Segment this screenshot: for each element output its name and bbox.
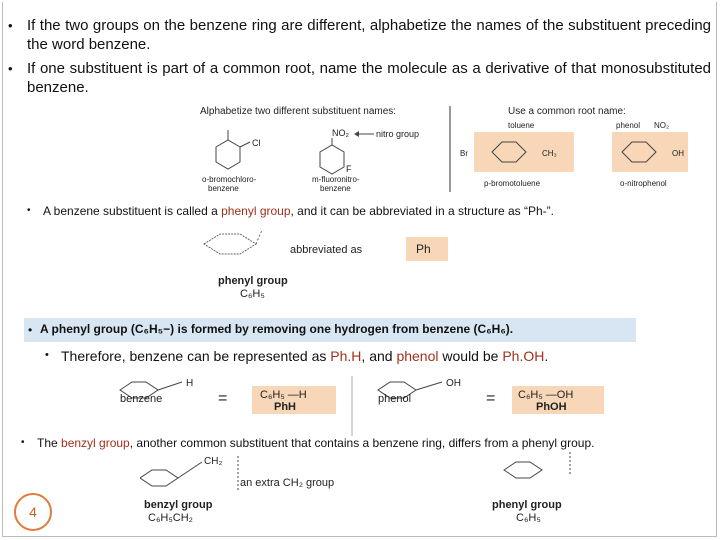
bullet-dot: • <box>45 349 49 361</box>
compound4-name: o-nitrophenol <box>620 179 667 188</box>
phenol-label: phenol <box>616 121 641 130</box>
therefore-sentence <box>61 347 701 365</box>
bond <box>256 230 262 244</box>
bond <box>240 142 250 147</box>
benzyl-group-term: benzyl group <box>61 436 130 450</box>
phenyl-group-term: phenyl group <box>221 204 291 218</box>
equals-1: = <box>218 390 228 407</box>
benzyl-sentence <box>37 435 709 452</box>
bullet-dot: • <box>8 61 13 76</box>
equals-2: = <box>486 390 496 407</box>
therefore-mid: , and <box>361 348 397 364</box>
naming-figure <box>196 102 716 194</box>
ph-box-text: Ph <box>416 242 431 256</box>
nitro-arrow-label: nitro group <box>376 129 420 139</box>
phenyl-ring <box>204 234 256 254</box>
phenol-term: phenol <box>396 348 439 364</box>
chloro-label: Cl <box>252 138 261 148</box>
bullet-text-1: If the two groups on the benzene ring are different, alphabetize the names of the substituent preceding the word benzene. <box>27 17 711 53</box>
compound1-name-line1: o-bromochloro- <box>202 175 257 184</box>
phenyl-group-label: phenyl group <box>218 275 288 287</box>
benzyl-ring <box>140 470 178 486</box>
bond <box>158 382 182 390</box>
phenyl-figure <box>200 222 460 302</box>
no2-label: NO₂ <box>332 128 349 138</box>
ph-oh-box-line2: PhOH <box>536 401 567 413</box>
arrow-head <box>354 131 359 137</box>
bullet-dot: • <box>8 18 13 33</box>
removing-h-box <box>24 318 636 342</box>
ch2-label: CH₂ <box>204 456 223 467</box>
compound2-name-line2: benzene <box>320 184 351 193</box>
phenyl-formula: C₆H₅ <box>240 288 265 300</box>
page-number: 4 <box>14 493 52 531</box>
ph-oh-term: Ph.OH <box>502 348 545 364</box>
bullet-dot: • <box>27 205 31 216</box>
fluoro-label: F <box>346 164 352 174</box>
bullet-dot: • <box>28 323 33 337</box>
ph-h-box-line1: C₆H₅ —H <box>260 389 307 401</box>
benzene-ring-2 <box>320 145 344 174</box>
benzene-ring-1 <box>216 140 240 169</box>
benzyl-sentence-after: , another common substituent that contains a benzene ring, differs from a phenyl group. <box>129 436 595 450</box>
bromo-label: Br <box>460 149 468 158</box>
toluene-highlight <box>474 132 574 172</box>
bond <box>416 382 442 390</box>
no2-label-2: NO₂ <box>654 121 670 130</box>
bullet-text-2: If one substituent is part of a common root, name the molecule as a derivative of that monosubstituted benzene. <box>27 60 711 96</box>
fig1-left-heading: Alphabetize two different substituent names: <box>200 106 397 117</box>
phenol-label: phenol <box>378 393 412 405</box>
benzene-label: benzene <box>120 393 163 405</box>
compound1-name-line2: benzene <box>208 184 239 193</box>
ph-h-box-line2: PhH <box>274 401 296 413</box>
benzyl-figure <box>140 452 590 526</box>
toluene-label: toluene <box>508 121 535 130</box>
oh-label: OH <box>446 378 461 389</box>
phenyl-group-label-2: phenyl group <box>492 499 562 511</box>
compound2-name-line1: m-fluoronitro- <box>312 175 360 184</box>
bond <box>178 462 202 478</box>
benzyl-group-label: benzyl group <box>144 499 213 511</box>
phenyl-sentence <box>43 203 713 219</box>
therefore-end: . <box>544 348 549 364</box>
methyl-label: CH₃ <box>542 149 557 158</box>
hydroxyl-label: OH <box>672 149 684 158</box>
phenyl-sentence-after: , and it can be abbreviated in a structure as “Ph-”. <box>290 204 554 218</box>
benzyl-formula: C₆H₅CH₂ <box>148 512 193 524</box>
benzene-phenol-figure <box>110 372 610 438</box>
removing-h-text: A phenyl group (C₆H₅−) is formed by removing one hydrogen from benzene (C₆H₆). <box>40 322 514 336</box>
therefore-mid2: would be <box>438 348 503 364</box>
abbreviated-as-text: abbreviated as <box>290 244 363 256</box>
phenyl-ring-2 <box>504 462 542 478</box>
h-label: H <box>186 378 194 389</box>
phenyl-formula-2: C₆H₅ <box>516 512 541 524</box>
extra-ch2-label: an extra CH₂ group <box>240 477 335 489</box>
fig1-right-heading: Use a common root name: <box>508 106 626 117</box>
ph-h-term: Ph.H <box>330 348 362 364</box>
benzyl-sentence-before: The <box>37 436 62 450</box>
ph-oh-box-line1: C₆H₅ —OH <box>518 389 574 401</box>
phenyl-sentence-before: A benzene substituent is called a <box>43 204 222 218</box>
bullet-dot: • <box>21 437 25 448</box>
therefore-before: Therefore, benzene can be represented as <box>61 348 331 364</box>
compound3-name: p-bromotoluene <box>484 179 541 188</box>
